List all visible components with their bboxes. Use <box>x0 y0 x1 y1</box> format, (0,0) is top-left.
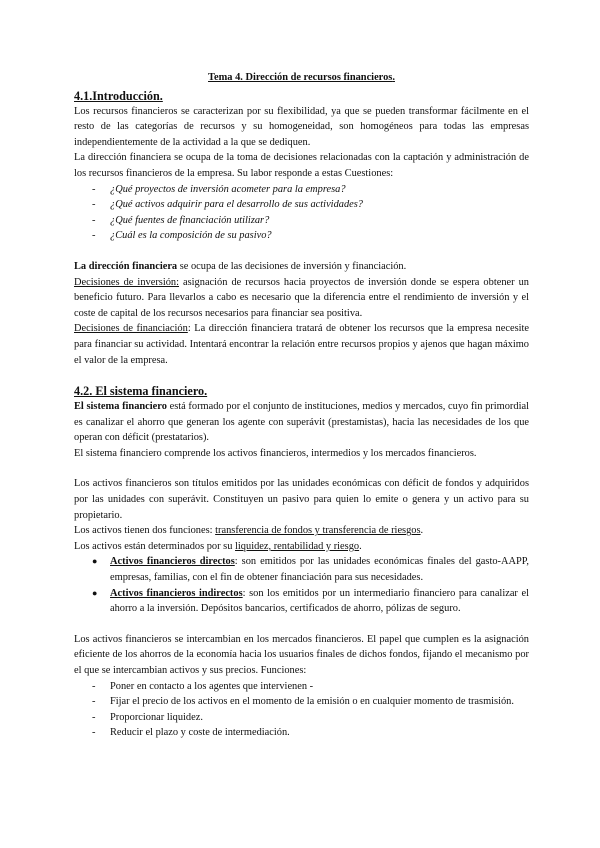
activos-list <box>74 554 529 616</box>
paragraph-funciones: Los activos tienen dos funciones: transferencia de fondos y transferencia de riesgos. <box>74 525 424 537</box>
section-heading-sistema: 4.2. El sistema financiero. <box>74 384 208 399</box>
list-item: - Proporcionar liquidez. <box>92 710 529 726</box>
paragraph-decisiones: La dirección financiera se ocupa de las decisiones de inversión y financiación. <box>74 260 407 272</box>
paragraph-determinados: Los activos están determinados por su liquidez, rentabilidad y riesgo. <box>74 540 362 552</box>
paragraph-financiacion: Decisiones de financiación: La dirección financiera tratará de obtener los recursos que la empresa necesite para financiar su actividad. Intentará encontrar la relación entre recursos propios y ajenos que hagan máximo el valor de la empresa. <box>74 323 529 366</box>
paragraph-direccion: La dirección financiera se ocupa de la toma de decisiones relacionadas con la captación y administración de los recursos financieros de la empresa. Su labor responde a estas Cuestiones: <box>74 152 529 179</box>
list-item: - ¿Qué fuentes de financiación utilizar? <box>92 213 529 229</box>
list-item: ● Activos financieros indirectos: son los emitidos por un intermediario financiero para canalizar el ahorro a la inversión. Depósitos bancarios, certificados de ahorro, pólizas de seguro. <box>92 586 529 617</box>
paragraph-inversion: Decisiones de inversión: asignación de recursos hacia proyectos de inversión donde se espera obtener un beneficio futuro. Para llevarlos a cabo es necesario que la diferencia entre el rendimiento de inversión y el coste de capital de los recursos necesarios para financiar sea positiva. <box>74 276 529 319</box>
list-item: - ¿Qué proyectos de inversión acometer para la empresa? <box>92 182 529 198</box>
list-item: - Fijar el precio de los activos en el momento de la emisión o en cualquier momento de trasmisión. <box>92 694 529 710</box>
section-heading-introduccion: 4.1.Introducción. <box>74 88 163 103</box>
list-item: - Reducir el plazo y coste de intermediación. <box>92 725 529 741</box>
list-item: - ¿Qué activos adquirir para el desarrollo de sus actividades? <box>92 197 529 213</box>
paragraph-comprende: El sistema financiero comprende los activos financieros, intermedios y los mercados financieros. <box>74 447 477 459</box>
list-item: - Poner en contacto a los agentes que intervienen - <box>92 679 529 695</box>
questions-list <box>74 182 529 244</box>
list-item: - ¿Cuál es la composición de su pasivo? <box>92 228 529 244</box>
document-page <box>74 70 529 741</box>
paragraph-sistema: El sistema financiero está formado por el conjunto de instituciones, medios y mercados, cuyo fin primordial es canalizar el ahorro que generan los agente con superávit (prestamistas), hacia las necesidades de los que operan con déficit (prestatarios). <box>74 401 529 444</box>
functions-list <box>74 679 529 741</box>
document-title: Tema 4. Dirección de recursos financieros. <box>208 72 395 83</box>
list-item: ● Activos financieros directos: son emitidos por las unidades económicas finales del gasto-AAPP, empresas, familias, con el fin de obtener financiación para sus necesidades. <box>92 554 529 585</box>
paragraph-recursos: Los recursos financieros se caracterizan por su flexibilidad, ya que se pueden transformar fácilmente en el resto de las categorías de recursos y su homogeneidad, son homogéneos para todas las empresas independientemente de la actividad a la que se dediquen. <box>74 105 529 148</box>
paragraph-activos: Los activos financieros son títulos emitidos por las unidades económicas con déficit de fondos y adquiridos por las unidades con superávit. Constituyen un pasivo para quien lo emite o genera y un activo para su propietario. <box>74 478 529 521</box>
paragraph-mercados: Los activos financieros se intercambian en los mercados financieros. El papel que cumplen es la asignación eficiente de los ahorros de la economía hacia los usuarios finales de dichos fondos, fijando el mecanismo por el que se intercambian activos y sus precios. Funciones: <box>74 633 529 676</box>
